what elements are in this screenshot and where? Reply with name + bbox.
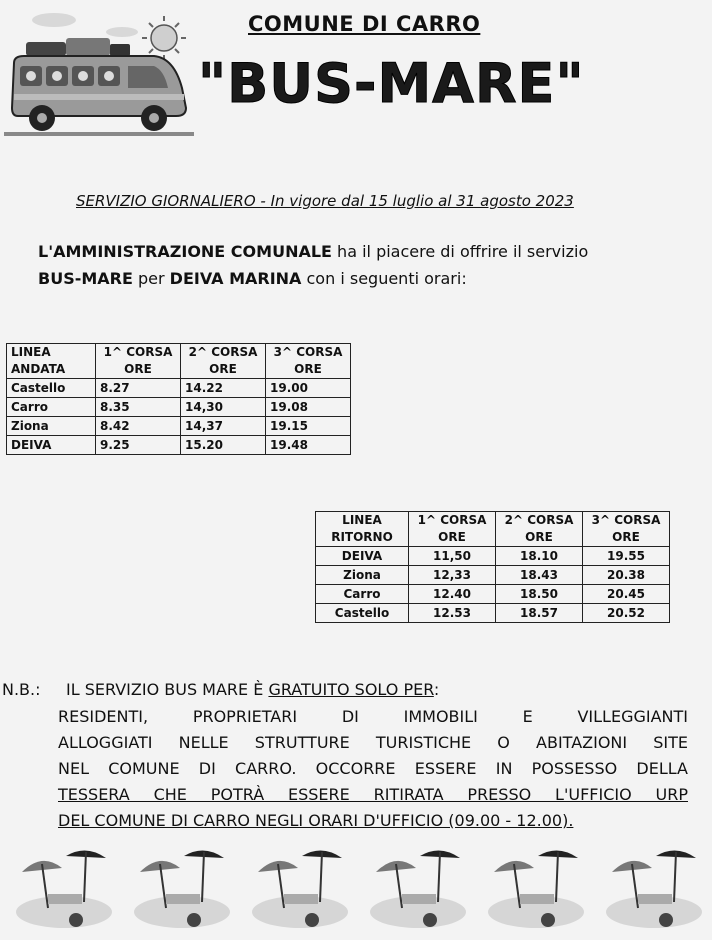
intro-administration: L'AMMINISTRAZIONE COMUNALE <box>38 242 332 261</box>
departure-time: 12.53 <box>409 604 496 623</box>
departure-time: 19.15 <box>266 417 351 436</box>
beach-umbrella-icon <box>132 842 232 934</box>
column-header-run-3: 3^ CORSA ORE <box>583 512 670 547</box>
stop-name: Ziona <box>316 566 409 585</box>
departure-time: 19.08 <box>266 398 351 417</box>
sun-icon <box>142 16 186 60</box>
departure-time: 20.52 <box>583 604 670 623</box>
return-timetable <box>315 511 670 623</box>
table-row <box>316 604 670 623</box>
departure-time: 19.00 <box>266 379 351 398</box>
departure-time: 19.48 <box>266 436 351 455</box>
departure-time: 18.10 <box>496 547 583 566</box>
service-validity-line: SERVIZIO GIORNALIERO - In vigore dal 15 luglio al 31 agosto 2023 <box>76 192 574 210</box>
stop-name: Castello <box>316 604 409 623</box>
table-row <box>7 398 351 417</box>
departure-time: 14,37 <box>181 417 266 436</box>
stop-name: Carro <box>7 398 96 417</box>
column-header-line: LINEA ANDATA <box>7 344 96 379</box>
departure-time: 8.35 <box>96 398 181 417</box>
column-header-run-1: 1^ CORSA ORE <box>96 344 181 379</box>
intro-text: per <box>132 269 170 288</box>
departure-time: 15.20 <box>181 436 266 455</box>
intro-text: ha il piacere di offrire il servizio <box>331 242 589 261</box>
table-row <box>316 585 670 604</box>
beach-umbrella-icon <box>368 842 468 934</box>
column-header-run-2: 2^ CORSA ORE <box>181 344 266 379</box>
note-label: N.B.: <box>2 680 41 699</box>
departure-time: 18.50 <box>496 585 583 604</box>
departure-time: 14.22 <box>181 379 266 398</box>
beach-umbrella-icon <box>486 842 586 934</box>
bus-logo-illustration <box>4 8 196 138</box>
stop-name: Ziona <box>7 417 96 436</box>
departure-time: 14,30 <box>181 398 266 417</box>
departure-time: 18.57 <box>496 604 583 623</box>
note-line: NEL COMUNE DI CARRO. OCCORRE ESSERE IN POSSESSO DELLA <box>58 759 688 778</box>
beach-illustration-row <box>14 842 704 934</box>
column-header-run-3: 3^ CORSA ORE <box>266 344 351 379</box>
note-title: IL SERVIZIO BUS MARE È GRATUITO SOLO PER: <box>66 680 440 699</box>
note-line: TESSERA CHE POTRÀ ESSERE RITIRATA PRESSO L'UFFICIO URP <box>58 785 688 804</box>
note-line: DEL COMUNE DI CARRO NEGLI ORARI D'UFFICIO (09.00 - 12.00). <box>58 811 574 830</box>
intro-paragraph <box>38 238 678 292</box>
departure-time: 19.55 <box>583 547 670 566</box>
table-header-row <box>7 344 351 379</box>
departure-time: 8.27 <box>96 379 181 398</box>
intro-service-name: BUS-MARE <box>38 269 133 288</box>
stop-name: DEIVA <box>7 436 96 455</box>
beach-umbrella-icon <box>604 842 704 934</box>
table-header-row <box>316 512 670 547</box>
stop-name: Carro <box>316 585 409 604</box>
departure-time: 18.43 <box>496 566 583 585</box>
table-row <box>7 379 351 398</box>
column-header-line: LINEA RITORNO <box>316 512 409 547</box>
note-line: RESIDENTI, PROPRIETARI DI IMMOBILI E VILLEGGIANTI <box>58 707 688 726</box>
departure-time: 12.40 <box>409 585 496 604</box>
departure-time: 20.38 <box>583 566 670 585</box>
intro-destination: DEIVA MARINA <box>169 269 302 288</box>
departure-time: 20.45 <box>583 585 670 604</box>
table-row <box>316 547 670 566</box>
column-header-run-2: 2^ CORSA ORE <box>496 512 583 547</box>
departure-time: 8.42 <box>96 417 181 436</box>
poster-title: "BUS-MARE" <box>198 52 585 115</box>
stop-name: Castello <box>7 379 96 398</box>
departure-time: 12,33 <box>409 566 496 585</box>
table-row <box>316 566 670 585</box>
table-row <box>7 436 351 455</box>
beach-umbrella-icon <box>14 842 114 934</box>
column-header-run-1: 1^ CORSA ORE <box>409 512 496 547</box>
departure-time: 9.25 <box>96 436 181 455</box>
note-line: ALLOGGIATI NELLE STRUTTURE TURISTICHE O ABITAZIONI SITE <box>58 733 688 752</box>
table-row <box>7 417 351 436</box>
departure-time: 11,50 <box>409 547 496 566</box>
beach-umbrella-icon <box>250 842 350 934</box>
stop-name: DEIVA <box>316 547 409 566</box>
municipality-heading: COMUNE DI CARRO <box>248 12 481 36</box>
intro-text: con i seguenti orari: <box>301 269 467 288</box>
outbound-timetable <box>6 343 351 455</box>
